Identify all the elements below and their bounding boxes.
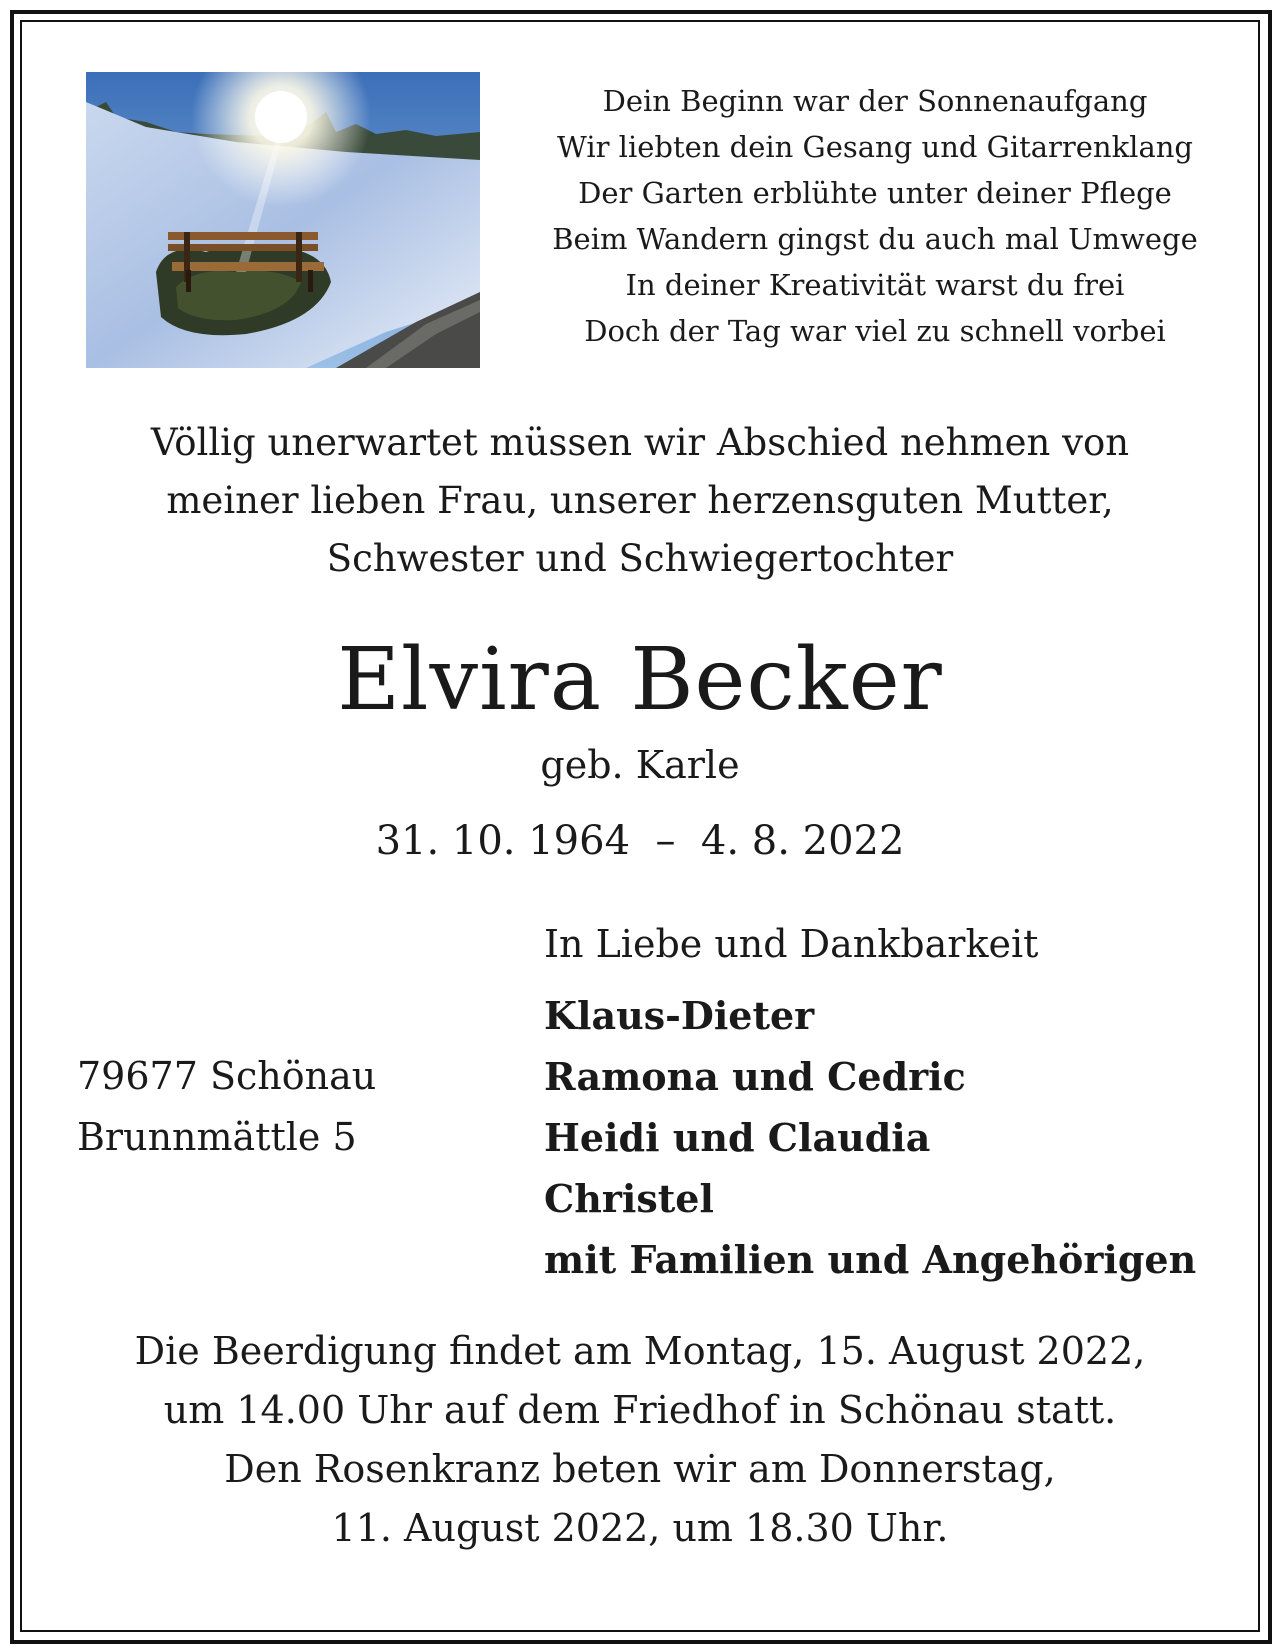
address-street: Brunnmättle 5 xyxy=(77,1115,357,1159)
funeral-line: um 14.00 Uhr auf dem Friedhof in Schönau statt. xyxy=(163,1388,1117,1432)
life-dates: 31. 10. 1964 – 4. 8. 2022 xyxy=(375,818,905,864)
poem-line: Doch der Tag war viel zu schnell vorbei xyxy=(584,314,1166,348)
poem-line: Dein Beginn war der Sonnenaufgang xyxy=(602,84,1148,118)
poem-line: Wir liebten dein Gesang und Gitarrenklang xyxy=(557,130,1193,164)
mourners-list xyxy=(544,985,1196,1290)
address xyxy=(77,1046,376,1168)
poem-line: In deiner Kreativität warst du frei xyxy=(625,268,1125,302)
funeral-info xyxy=(40,1322,1240,1558)
intro-line: meiner lieben Frau, unserer herzensguten Mutter, xyxy=(166,479,1114,522)
funeral-line: 11. August 2022, um 18.30 Uhr. xyxy=(331,1506,949,1550)
intro-line: Schwester und Schwiegertochter xyxy=(326,537,954,580)
funeral-line: Die Beerdigung findet am Montag, 15. August 2022, xyxy=(134,1329,1146,1373)
poem-line: Der Garten erblühte unter deiner Pflege xyxy=(578,176,1172,210)
mourner: mit Familien und Angehörigen xyxy=(544,1237,1197,1282)
address-city: 79677 Schönau xyxy=(77,1054,377,1098)
mourner: Heidi und Claudia xyxy=(544,1115,931,1160)
thanks-line: In Liebe und Dankbarkeit xyxy=(544,922,1039,966)
mourner: Ramona und Cedric xyxy=(544,1054,966,1099)
bench-in-snow-photo xyxy=(86,72,480,368)
deceased-name: Elvira Becker xyxy=(337,630,943,730)
poem xyxy=(520,78,1230,354)
poem-line: Beim Wandern gingst du auch mal Umwege xyxy=(552,222,1198,256)
intro-text xyxy=(40,414,1240,588)
birth-name: geb. Karle xyxy=(540,743,740,787)
mourner: Christel xyxy=(544,1176,714,1221)
funeral-line: Den Rosenkranz beten wir am Donnerstag, xyxy=(224,1447,1056,1491)
intro-line: Völlig unerwartet müssen wir Abschied nehmen von xyxy=(150,421,1130,464)
mourner: Klaus-Dieter xyxy=(544,993,815,1038)
